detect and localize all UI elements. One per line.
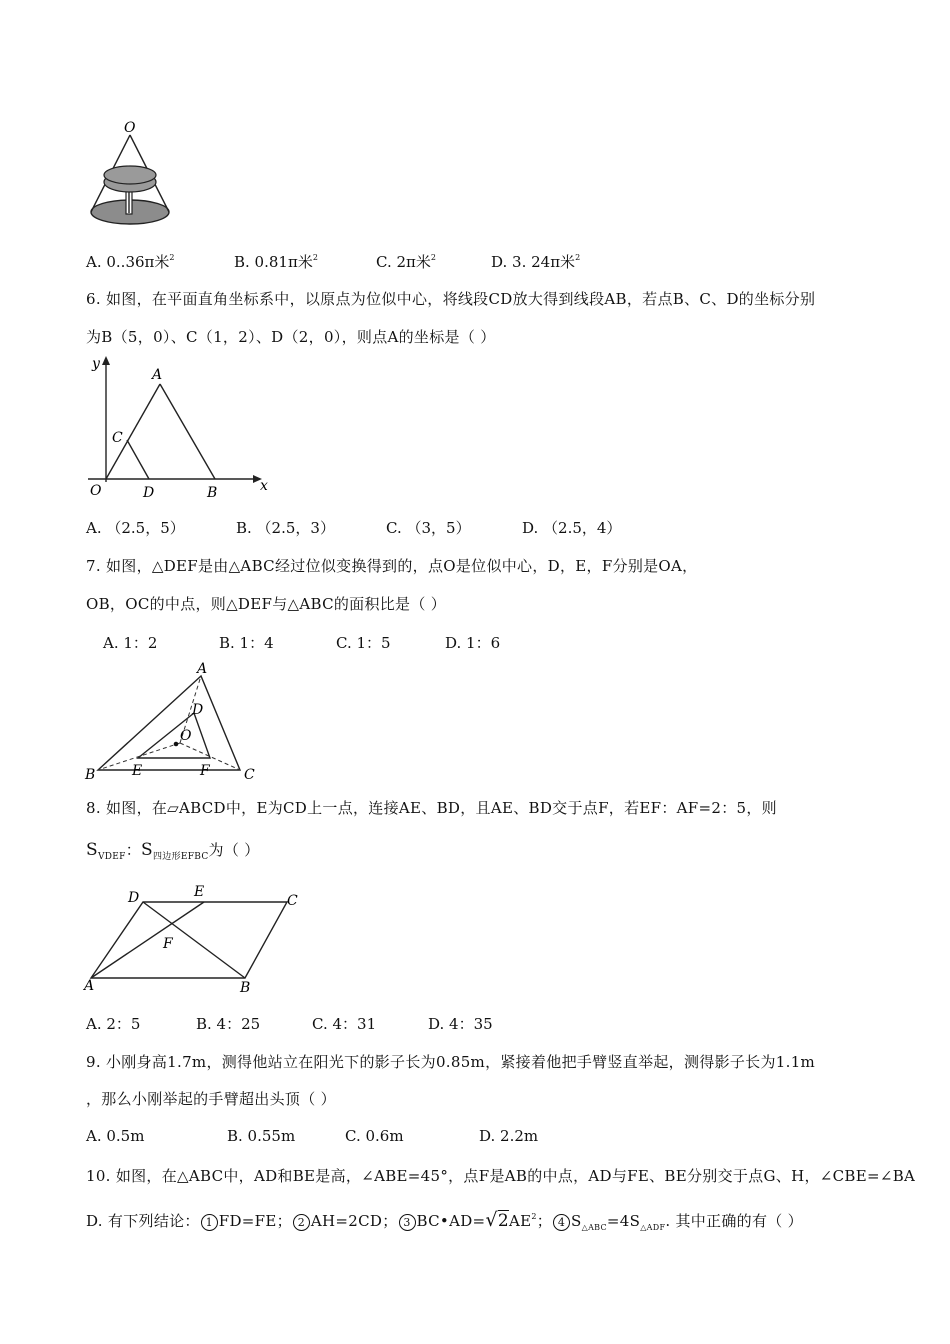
q5-option-b: B. 0.81π米$^2$ [234, 253, 318, 271]
umbrella-disk-top [104, 166, 156, 184]
q6-option-a: A. （2.5，5） [86, 519, 185, 537]
q6-option-d: D. （2.5，4） [522, 519, 622, 537]
q8-option-c: C. 4：31 [312, 1015, 377, 1033]
q7-triangle-figure [80, 660, 270, 785]
q5-option-c: C. 2π米$^2$ [376, 253, 436, 271]
q9-line1: 9. 小刚身高1.7m，测得他站立在阳光下的影子长为0.85m，紧接着他把手臂竖直举起，测得影子长为1.1m [86, 1053, 816, 1071]
label-e: E [132, 763, 143, 779]
label-y: y [92, 356, 100, 372]
q8-option-a: A. 2：5 [86, 1015, 141, 1033]
q8-parallelogram-figure [80, 880, 310, 995]
y-axis-arrow [102, 356, 110, 365]
label-f: F [200, 763, 210, 779]
label-d: D [128, 890, 140, 906]
segment-ae [91, 902, 204, 978]
label-b: B [207, 485, 218, 501]
parallelogram-abcd [91, 902, 287, 978]
q7-option-a: A. 1：2 [103, 634, 158, 652]
q9-option-a: A. 0.5m [86, 1127, 145, 1145]
q9-options [86, 1127, 686, 1147]
sqrt-symbol: √ [485, 1209, 498, 1231]
label-c: C [112, 430, 123, 446]
cone-apex-label: O [124, 120, 136, 136]
label-d: D [192, 702, 204, 718]
q5-option-d: D. 3. 24π米$^2$ [491, 253, 581, 271]
label-b: B [240, 980, 251, 995]
triangle-abc [98, 676, 240, 770]
conclusion-4-marker: 4 [553, 1214, 570, 1231]
segment-ab [160, 384, 215, 479]
triangle-def [138, 713, 210, 758]
label-c: C [244, 767, 255, 783]
label-c: C [287, 893, 298, 909]
q7-option-b: B. 1：4 [219, 634, 274, 652]
q6-option-b: B. （2.5，3） [236, 519, 335, 537]
q9-option-d: D. 2.2m [479, 1127, 539, 1145]
label-x: x [260, 478, 268, 494]
q6-options [86, 517, 786, 537]
label-o: O [180, 728, 192, 744]
q8-line2: $S_{VDEF}$：$S_{四边形EFBC}$为（ ） [86, 840, 260, 862]
q6-coordinate-figure [80, 354, 280, 504]
label-a: A [152, 367, 163, 383]
q8-option-b: B. 4：25 [196, 1015, 261, 1033]
label-o: O [90, 483, 102, 499]
q7-line1: 7. 如图，△DEF是由△ABC经过位似变换得到的，点O是位似中心，D，E，F分别是OA， [86, 557, 698, 575]
segment-bd [143, 902, 245, 978]
q10-line2: D. 有下列结论： 1 FD=FE； 2 AH=2CD； 3 $BC•AD=√2AE^2$； 4 $S_{\triangle ABC}=4S_{\triangle ADF}$. 其中正确的有（ ） [86, 1209, 803, 1232]
label-e: E [194, 884, 205, 900]
conclusion-2-marker: 2 [293, 1214, 310, 1231]
q5-option-a: A. 0..36π米$^2$ [86, 253, 175, 271]
q8-line1: 8. 如图，在▱ABCD中，E为CD上一点，连接AE、BD，且AE、BD交于点F，若EF：AF=2：5，则 [86, 799, 777, 817]
q7-option-d: D. 1：6 [445, 634, 501, 652]
q7-option-c: C. 1：5 [336, 634, 391, 652]
conclusion-1-marker: 1 [201, 1214, 218, 1231]
q5-cone-figure [82, 118, 192, 233]
label-a: A [84, 978, 95, 994]
point-o [174, 742, 179, 747]
label-f: F [163, 936, 173, 952]
conclusion-3-marker: 3 [399, 1214, 416, 1231]
label-d: D [143, 485, 155, 501]
q5-options [86, 251, 846, 271]
q9-option-c: C. 0.6m [345, 1127, 404, 1145]
label-b: B [85, 767, 96, 783]
q8-options [86, 1013, 686, 1033]
q7-line2: OB，OC的中点，则△DEF与△ABC的面积比是（ ） [86, 595, 447, 613]
q8-option-d: D. 4：35 [428, 1015, 493, 1033]
q9-line2: ，那么小刚举起的手臂超出头顶（ ） [86, 1090, 336, 1108]
segment-cd [127, 440, 149, 479]
q9-option-b: B. 0.55m [227, 1127, 296, 1145]
q7-options [103, 632, 703, 652]
q6-option-c: C. （3，5） [386, 519, 471, 537]
label-a: A [197, 661, 208, 677]
q6-line1: 6. 如图，在平面直角坐标系中，以原点为位似中心，将线段CD放大得到线段AB，若点B、C、D的坐标分别 [86, 290, 816, 308]
q6-line2: 为B（5，0）、C（1，2）、D（2，0），则点A的坐标是（ ） [86, 328, 496, 346]
q10-line1: 10. 如图，在△ABC中，AD和BE是高，∠ABE=45°，点F是AB的中点，AD与FE、BE分别交于点G、H，∠CBE=∠BA [86, 1167, 916, 1185]
